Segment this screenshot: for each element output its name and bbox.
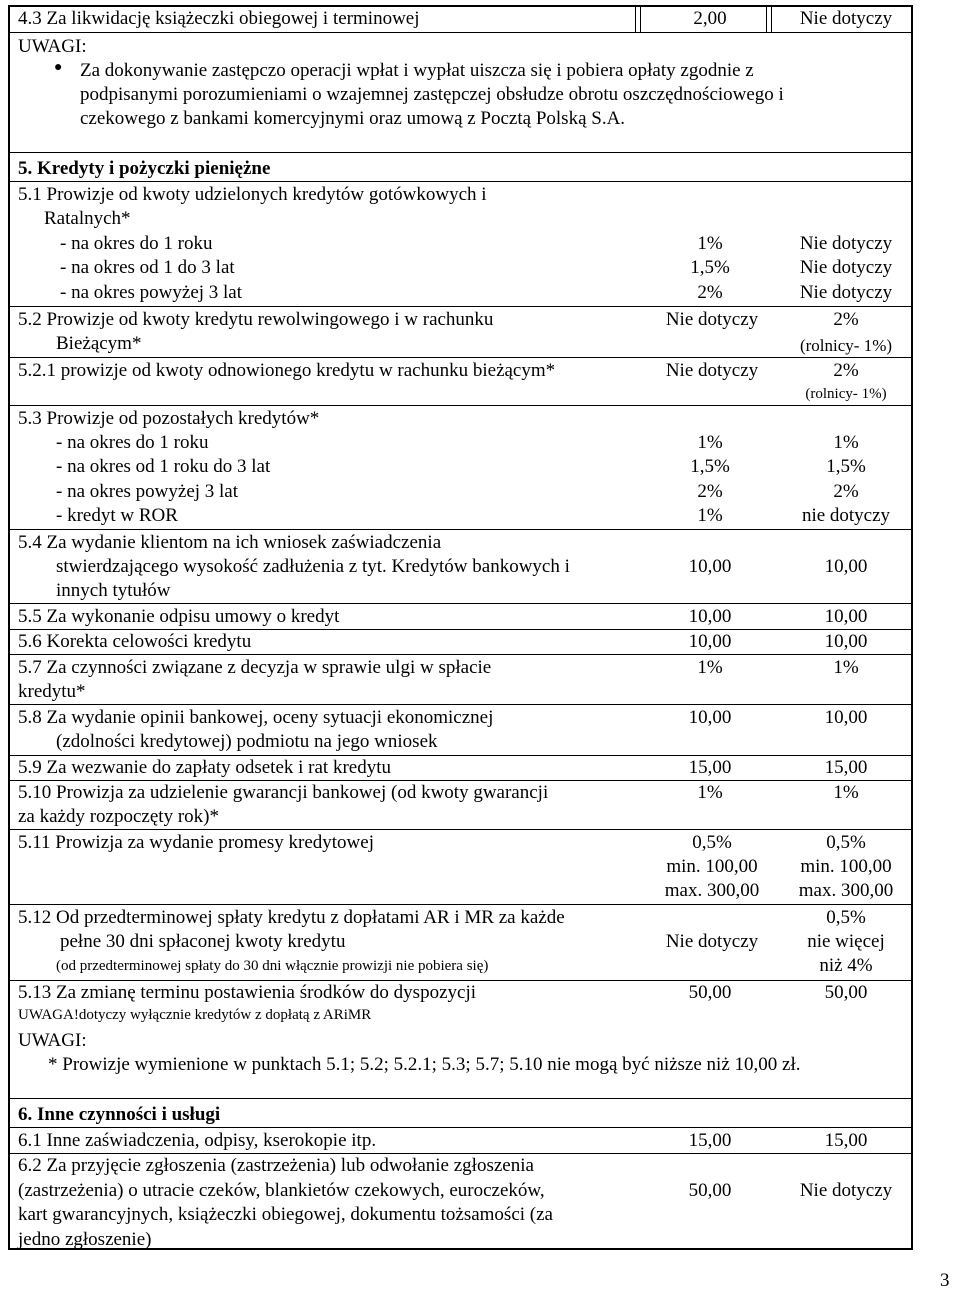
r5-1-item-3-value-1: 2% xyxy=(697,282,723,303)
r5-10-value-1: 1% xyxy=(697,782,723,803)
r6-2-line-1: 6.2 Za przyjęcie zgłoszenia (zastrzeżenia) lub odwołanie zgłoszenia xyxy=(18,1155,534,1176)
r5-3-line-1: 5.3 Prowizje od pozostałych kredytów* xyxy=(18,408,320,429)
r5-11-value-1-line-2: min. 100,00 xyxy=(666,856,758,877)
row-4-3-value-1: 2,00 xyxy=(693,8,727,29)
r5-3-item-1-value-2: 1% xyxy=(833,432,859,453)
r5-4-value-2: 10,00 xyxy=(824,556,868,577)
r5-5-value-1: 10,00 xyxy=(688,606,732,627)
r5-2-1-label: 5.2.1 prowizje od kwoty odnowionego kredytu w rachunku bieżącym* xyxy=(18,360,556,381)
r5-11-value-2-line-1: 0,5% xyxy=(826,832,866,853)
r5-3-item-3-label: - na okres powyżej 3 lat xyxy=(56,481,239,502)
r6-2-line-4: jedno zgłoszenie) xyxy=(18,1229,152,1250)
r5-4-value-1: 10,00 xyxy=(688,556,732,577)
r6-1-label: 6.1 Inne zaświadczenia, odpisy, kserokopie itp. xyxy=(18,1130,377,1151)
r5-9-value-1: 15,00 xyxy=(688,757,732,778)
row-4-3-value-2: Nie dotyczy xyxy=(799,8,893,29)
r5-3-item-3-value-2: 2% xyxy=(833,481,859,502)
r5-11-value-1-line-1: 0,5% xyxy=(692,832,732,853)
r5-4-line-1: 5.4 Za wydanie klientom na ich wniosek zaświadczenia xyxy=(18,532,442,553)
uwagi-2-heading: UWAGI: xyxy=(18,1030,87,1051)
r5-5-label: 5.5 Za wykonanie odpisu umowy o kredyt xyxy=(18,606,340,627)
r5-4-line-2: stwierdzającego wysokość zadłużenia z tyt. Kredytów bankowych i xyxy=(56,556,570,577)
r5-2-value-2-note: (rolnicy- 1%) xyxy=(799,336,893,355)
r5-1-item-1-label: - na okres do 1 roku xyxy=(60,233,213,254)
r5-8-value-1: 10,00 xyxy=(688,707,732,728)
r5-8-value-2: 10,00 xyxy=(824,707,868,728)
r6-2-value-1: 50,00 xyxy=(688,1180,732,1201)
r5-11-value-2-line-2: min. 100,00 xyxy=(800,856,892,877)
r5-12-line-2: pełne 30 dni spłaconej kwoty kredytu xyxy=(60,931,346,952)
r5-3-item-4-value-2: nie dotyczy xyxy=(801,505,891,526)
r5-3-item-1-value-1: 1% xyxy=(697,432,723,453)
r5-8-line-1: 5.8 Za wydanie opinii bankowej, oceny sytuacji ekonomicznej xyxy=(18,707,494,728)
r5-7-value-1: 1% xyxy=(697,657,723,678)
r5-12-value-1: Nie dotyczy xyxy=(665,931,759,952)
r5-6-value-2: 10,00 xyxy=(824,631,868,652)
r5-12-value-2-line-1: 0,5% xyxy=(826,907,866,928)
r5-7-line-2: kredytu* xyxy=(18,681,86,702)
r5-13-label: 5.13 Za zmianę terminu postawienia środków do dyspozycji xyxy=(18,982,477,1003)
r5-6-label: 5.6 Korekta celowości kredytu xyxy=(18,631,252,652)
r5-6-value-1: 10,00 xyxy=(688,631,732,652)
r5-3-item-4-label: - kredyt w ROR xyxy=(56,505,178,526)
r6-2-line-2: (zastrzeżenia) o utracie czeków, blankietów czekowych, euroczeków, xyxy=(18,1180,545,1201)
bullet-icon: ● xyxy=(54,60,63,75)
r5-1-item-3-value-2: Nie dotyczy xyxy=(799,282,893,303)
page-number: 3 xyxy=(940,1270,950,1291)
uwagi-2-text: * Prowizje wymienione w punktach 5.1; 5.2; 5.2.1; 5.3; 5.7; 5.10 nie mogą być niższe niż 10,00 zł. xyxy=(48,1054,801,1075)
r5-9-label: 5.9 Za wezwanie do zapłaty odsetek i rat kredytu xyxy=(18,757,391,778)
r5-2-value-2: 2% xyxy=(833,309,859,330)
r5-12-value-2-line-3: niż 4% xyxy=(819,955,873,976)
r5-1-line-1: 5.1 Prowizje od kwoty udzielonych kredytów gotówkowych i xyxy=(18,184,487,205)
r5-3-item-4-value-1: 1% xyxy=(697,505,723,526)
r5-11-value-1-line-3: max. 300,00 xyxy=(664,880,760,901)
r5-12-value-2-line-2: nie więcej xyxy=(807,931,885,952)
uwagi-1-line-1: Za dokonywanie zastępczo operacji wpłat i wypłat uiszcza się i pobiera opłaty zgodnie z xyxy=(80,60,754,81)
uwagi-1-heading: UWAGI: xyxy=(18,36,87,57)
r5-3-item-2-label: - na okres od 1 roku do 3 lat xyxy=(56,456,271,477)
r5-11-value-2-line-3: max. 300,00 xyxy=(798,880,894,901)
r5-13-value-2: 50,00 xyxy=(824,982,868,1003)
r5-9-value-2: 15,00 xyxy=(824,757,868,778)
r5-5-value-2: 10,00 xyxy=(824,606,868,627)
r5-1-item-3-label: - na okres powyżej 3 lat xyxy=(60,282,243,303)
r5-13-value-1: 50,00 xyxy=(688,982,732,1003)
r5-3-item-1-label: - na okres do 1 roku xyxy=(56,432,209,453)
section-6-title: 6. Inne czynności i usługi xyxy=(18,1104,221,1125)
r6-2-line-3: kart gwarancyjnych, książeczki obiegowej, dokumentu tożsamości (za xyxy=(18,1204,553,1225)
r5-10-value-2: 1% xyxy=(833,782,859,803)
r5-1-line-2: Ratalnych* xyxy=(44,208,131,229)
r5-10-line-1: 5.10 Prowizja za udzielenie gwarancji bankowej (od kwoty gwarancji xyxy=(18,782,549,803)
r5-2-line-1: 5.2 Prowizje od kwoty kredytu rewolwingowego i w rachunku xyxy=(18,309,494,330)
r5-1-item-1-value-1: 1% xyxy=(697,233,723,254)
r5-7-value-2: 1% xyxy=(833,657,859,678)
uwagi-1-line-2: podpisanymi porozumieniami o wzajemnej zastępczej obsłudze obrotu oszczędnościowego i xyxy=(80,84,784,105)
r5-2-value-1: Nie dotyczy xyxy=(665,309,759,330)
section-5-title: 5. Kredyty i pożyczki pieniężne xyxy=(18,158,271,179)
r5-1-item-1-value-2: Nie dotyczy xyxy=(799,233,893,254)
r5-1-item-2-value-1: 1,5% xyxy=(690,257,730,278)
r5-3-item-3-value-1: 2% xyxy=(697,481,723,502)
r5-2-line-2: Bieżącym* xyxy=(56,333,142,354)
r5-13-note: UWAGA!dotyczy wyłącznie kredytów z dopłatą z ARiMR xyxy=(18,1007,372,1023)
r5-2-1-value-2: 2% xyxy=(833,360,859,381)
r5-10-line-2: za każdy rozpoczęty rok)* xyxy=(18,806,219,827)
r6-2-value-2: Nie dotyczy xyxy=(799,1180,893,1201)
r5-7-line-1: 5.7 Za czynności związane z decyzja w sprawie ulgi w spłacie xyxy=(18,657,492,678)
r5-8-line-2: (zdolności kredytowej) podmiotu na jego wniosek xyxy=(56,731,438,752)
r5-2-1-value-1: Nie dotyczy xyxy=(665,360,759,381)
r5-1-item-2-value-2: Nie dotyczy xyxy=(799,257,893,278)
r5-11-label: 5.11 Prowizja za wydanie promesy kredytowej xyxy=(18,832,374,853)
r5-2-1-value-2-note: (rolnicy- 1%) xyxy=(805,386,887,402)
r5-12-line-3: (od przedterminowej spłaty do 30 dni włącznie prowizji nie pobiera się) xyxy=(56,958,489,974)
r5-1-item-2-label: - na okres od 1 do 3 lat xyxy=(60,257,235,278)
uwagi-1-line-3: czekowego z bankami komercyjnymi oraz umową z Pocztą Polską S.A. xyxy=(80,108,626,129)
r6-1-value-2: 15,00 xyxy=(824,1130,868,1151)
r5-3-item-2-value-1: 1,5% xyxy=(690,456,730,477)
r6-1-value-1: 15,00 xyxy=(688,1130,732,1151)
row-4-3-label: 4.3 Za likwidację książeczki obiegowej i terminowej xyxy=(18,8,420,29)
r5-3-item-2-value-2: 1,5% xyxy=(826,456,866,477)
r5-12-line-1: 5.12 Od przedterminowej spłaty kredytu z dopłatami AR i MR za każde xyxy=(18,907,565,928)
r5-4-line-3: innych tytułów xyxy=(56,580,171,601)
